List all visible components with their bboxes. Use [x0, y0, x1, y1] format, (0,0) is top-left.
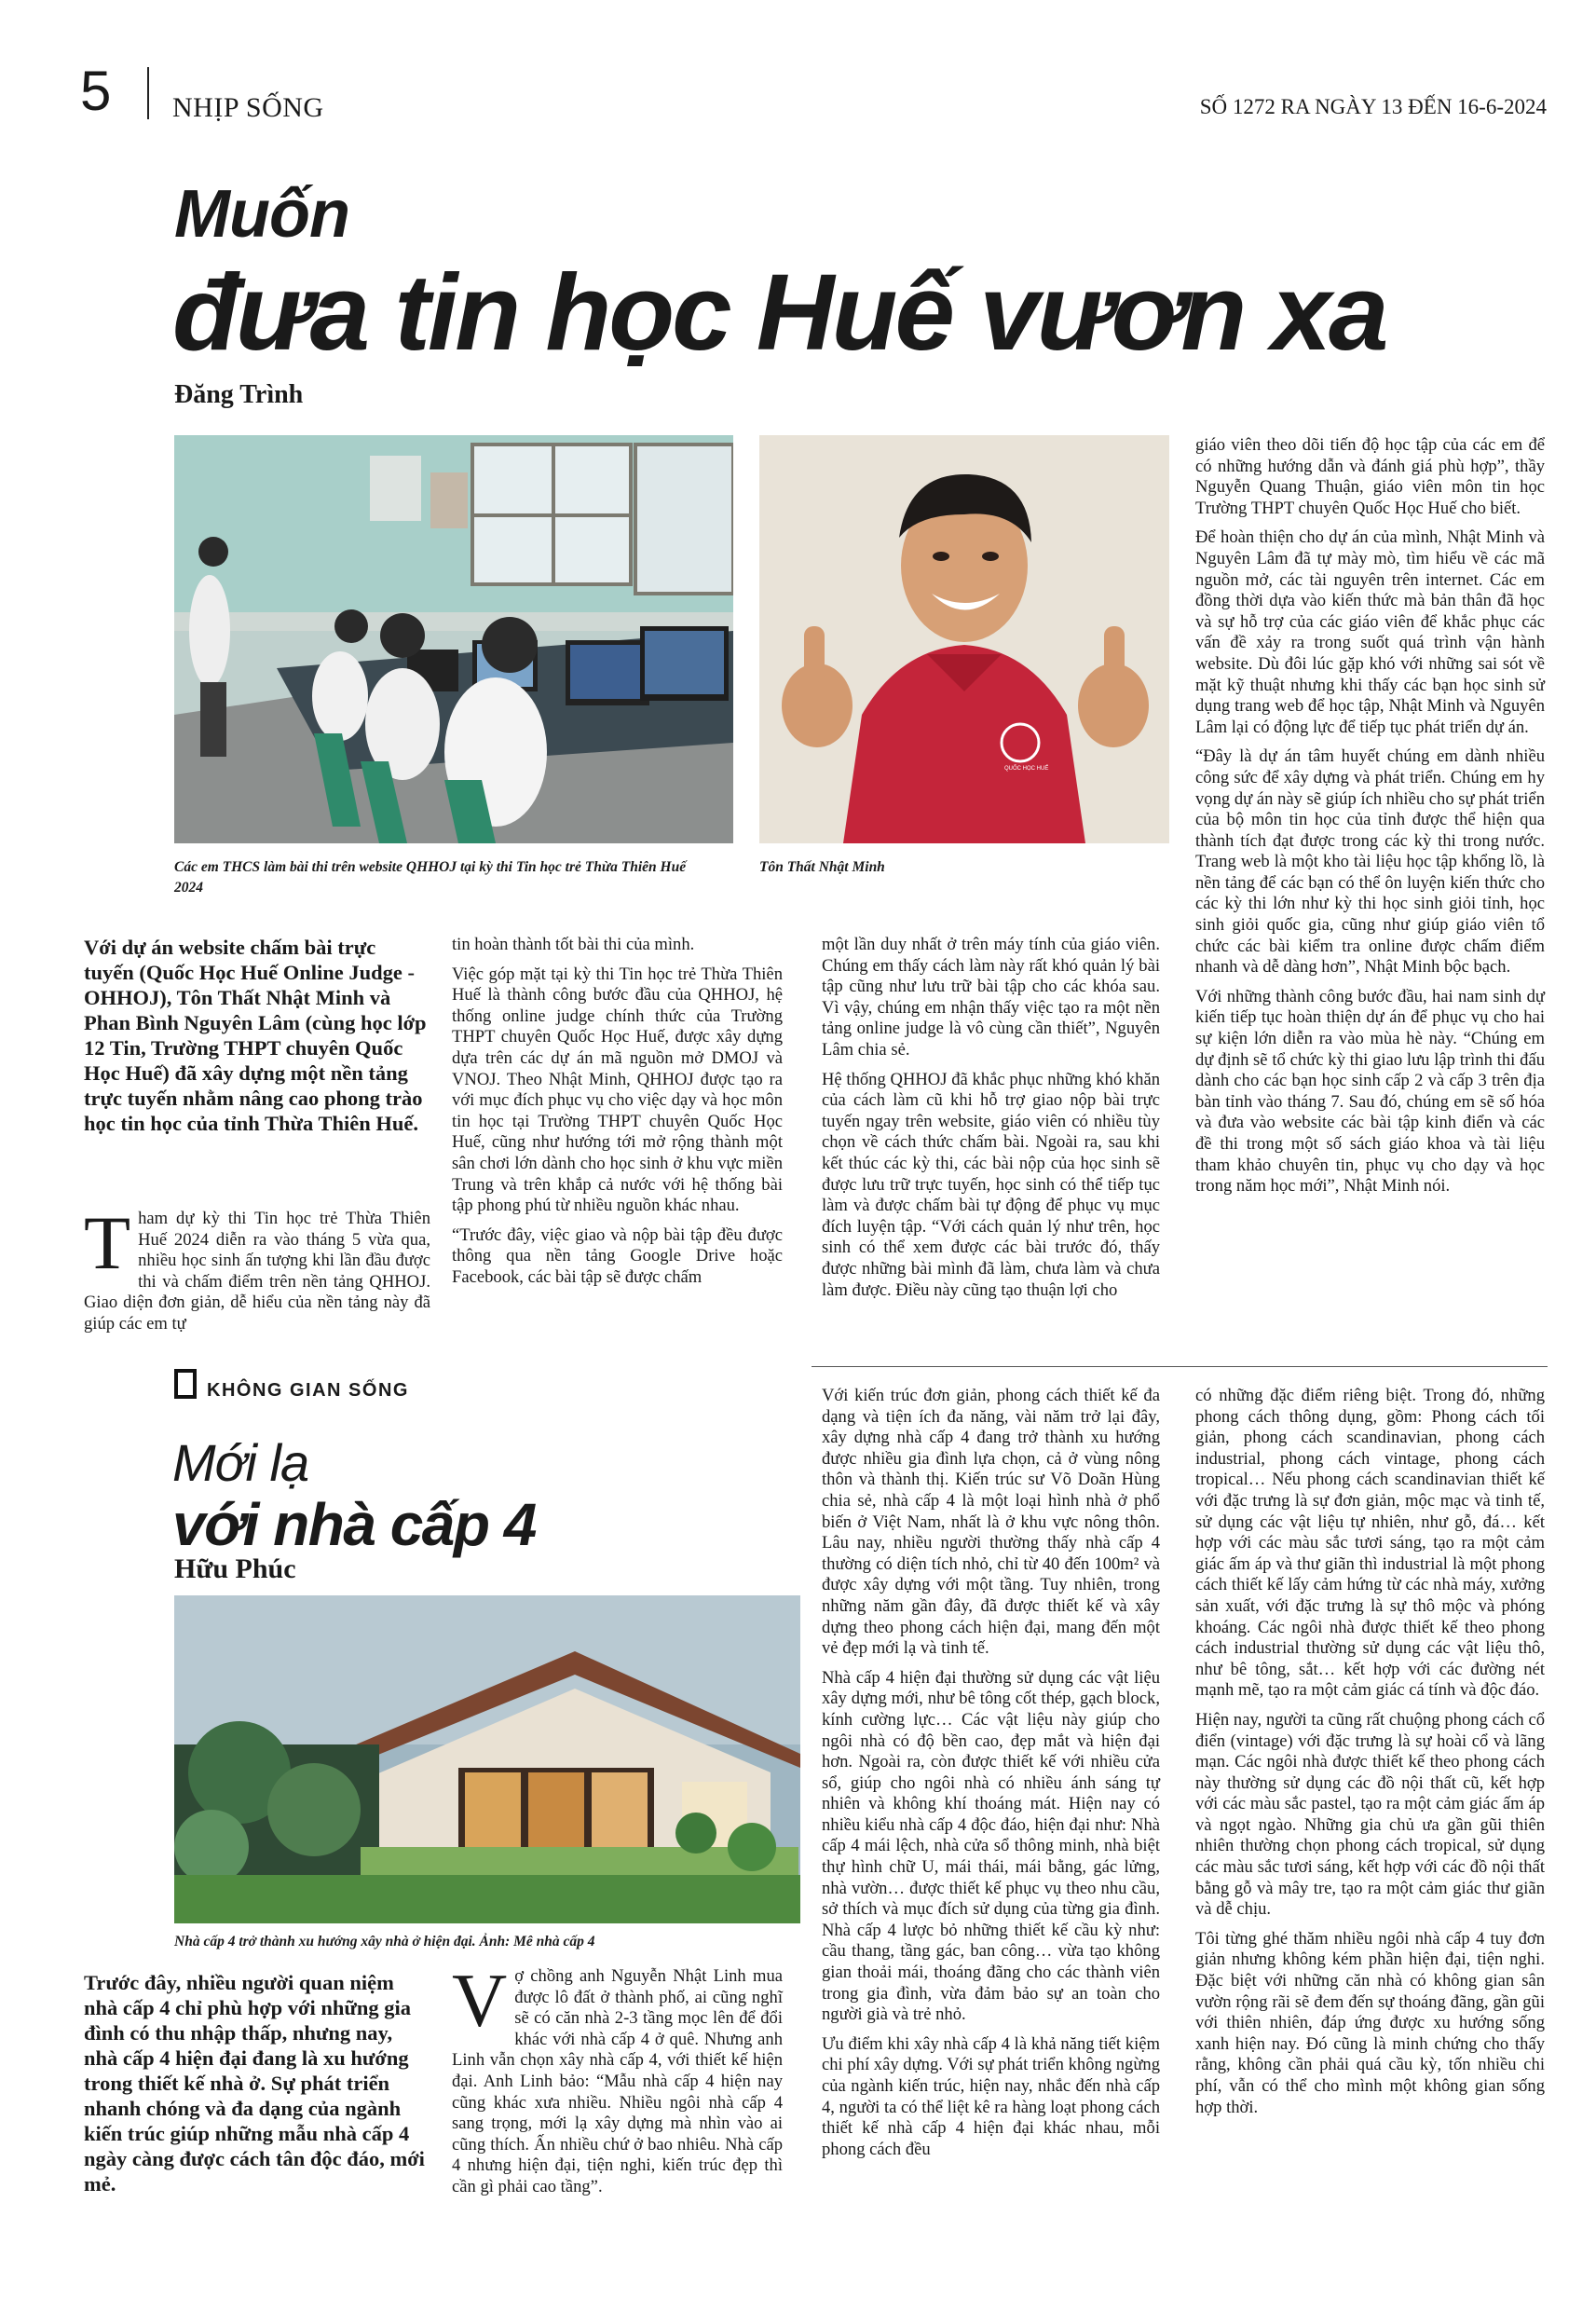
- paragraph: Hiện nay, người ta cũng rất chuộng phong cách cổ điển (vintage) với đặc trưng là sự hoài cổ và lãng mạn. Các ngôi nhà được thiết kế theo phong cách này thường sử dụng các đồ nội thất cũ, kết hợp với các màu sắc pastel, tạo ra một cảm giác ấm áp và ngọt ngào. Những gia chủ ưa gần gũi thiên nhiên thường chọn phong cách tropical, sử dụng các màu sắc tươi sáng, kết hợp với các đồ nội thất bằng gỗ và mây tre, tạo ra một cảm giác thư giãn và dễ chịu.: [1195, 1709, 1545, 1920]
- paragraph: Hệ thống QHHOJ đã khắc phục những khó khăn của cách làm cũ khi hỗ trợ giao nộp bài trực tuyến ngay trên website, giáo viên có nhiều tùy chọn về cách thức chấm bài. Ngoài ra, sau khi kết thúc các kỳ thi, các bài nộp của học sinh sẽ được lưu trữ trực tuyến, học sinh có thể tiếp tục làm và được chấm bài tự động để phục vụ mục đích luyện tập. “Với cách quản lý như trên, học sinh có thể xem được các bài trước đó, thấy được những bài mình đã làm, chưa làm và chưa làm được. Điều này cũng tạo thuận lợi cho: [822, 1069, 1160, 1300]
- house-photo-caption: Nhà cấp 4 trở thành xu hướng xây nhà ở hiện đại. Ảnh: Mê nhà cấp 4: [174, 1934, 595, 1949]
- portrait-photo-caption: Tôn Thất Nhật Minh: [759, 859, 885, 875]
- section-label-box: [174, 1369, 197, 1399]
- page-number: 5: [80, 60, 112, 122]
- paragraph: có những đặc điểm riêng biệt. Trong đó, những phong cách thông dụng, gồm: Phong cách tối giản, phong cách scandinavian, phong cách industrial, phong cách vintage, phong cách tropical… Nếu phong cách scandinavian thiết kế với đặc trưng là sự đơn giản, mộc mạc và tinh tế, sử dụng các vật liệu tự nhiên, như gỗ, đá… kết hợp với các màu sắc tươi sáng, tạo ra một cảm giác ấm áp và thư giãn thì industrial là một phong cách thiết kế lấy cảm hứng từ các nhà máy, xưởng sản xuất, với đặc trưng là sự thô mộc và phóng khoáng. Các ngôi nhà được thiết kế theo phong cách industrial thường sử dụng các vật liệu thô, như bê tông, sắt… kết hợp với các đường nét mạnh mẽ, tạo ra một cảm giác cá tính và độc đáo.: [1195, 1386, 1545, 1701]
- article2-col4: [1195, 1386, 1545, 2127]
- paragraph: Nhà cấp 4 hiện đại thường sử dụng các vật liệu xây dựng mới, như bê tông cốt thép, gạch block, kính cường lực… Các vật liệu này giúp cho ngôi nhà có độ bền cao, đẹp mắt và hiện đại hơn. Ngoài ra, còn được thiết kế với nhiều cửa sổ, giúp cho ngôi nhà có nhiều ánh sáng tự nhiên và không khí thoáng mát. Hiện nay có nhiều kiểu nhà cấp 4 độc đáo, hiện đại như: Nhà cấp 4 mái lệch, nhà cửa sổ thông minh, nhà biệt thự hình chữ U, mái thái, mái bằng, gác lửng, nhà vườn… được thiết kế phục vụ theo nhu cầu, sở thích và mục đích sử dụng của từng gia đình. Nhà cấp 4 lược bỏ những thiết kế cầu kỳ như: cầu thang, tầng gác, ban công… vừa tạo không gian thoải mái, thoáng đãng cho các thành viên trong gia đình, vừa đảm bảo sự an toàn cho người già và trẻ nhỏ.: [822, 1667, 1160, 2025]
- portrait-photo: [759, 435, 1169, 843]
- article1-col3: [822, 935, 1160, 1309]
- article1-kicker: Muốn: [174, 177, 349, 252]
- shirt-logo: QUỐC HỌC HUẾ: [1004, 766, 1049, 772]
- article-divider: [812, 1366, 1548, 1367]
- paragraph: Việc góp mặt tại kỳ thi Tin học trẻ Thừa Thiên Huế là thành công bước đầu của QHHOJ, hệ thống online judge chính thức của Trường THPT chuyên Quốc Học Huế, được xây dựng dựa trên các dự án mã nguồn mở DMOJ và VNOJ. Theo Nhật Minh, QHHOJ được tạo ra với mục đích phục vụ cho việc dạy và học môn tin học tại Trường THPT chuyên Quốc Học Huế, cũng như hướng tới mở rộng thành một sân chơi lớn dành cho học sinh ở khu vực miền Trung và trên khắp cả nước với hệ thống bài tập phong phú từ nhiều nguồn khác nhau.: [452, 964, 783, 1216]
- section-label: KHÔNG GIAN SỐNG: [207, 1380, 409, 1401]
- paragraph: Với những thành công bước đầu, hai nam sinh dự kiến tiếp tục hoàn thiện dự án để phục vụ cho hai sự kiện lớn diễn ra vào mùa hè này. “Chúng em dự định sẽ tổ chức kỳ thi giao lưu lập trình thi đấu dành cho các bạn học sinh cấp 2 và cấp 3 trên địa bàn tỉnh vào tháng 7. Sau đó, chúng em sẽ số hóa và đưa vào website các bài tập kinh điển và các đề thi trong một số sách giáo khoa và tài liệu tham khảo chuyên tin, phục vụ cho dạy và học trong năm học mới”, Nhật Minh nói.: [1195, 986, 1545, 1197]
- header-divider: [147, 67, 149, 119]
- student-portrait-illustration: [759, 435, 1169, 843]
- paragraph: giáo viên theo dõi tiến độ học tập của các em để có những hướng dẫn và đánh giá phù hợp”, thầy Nguyễn Quang Thuận, giáo viên môn tin học Trường THPT chuyên Quốc Học Huế cho biết.: [1195, 435, 1545, 518]
- article1-col1-text: ham dự kỳ thi Tin học trẻ Thừa Thiên Huế 2024 diễn ra vào tháng 5 vừa qua, nhiều học sinh ấn tượng khi lần đầu được thi và chấm điểm trên nền tảng QHHOJ. Giao diện đơn giản, dễ hiểu của nền tảng này đã giúp các em tự: [84, 1209, 430, 1334]
- article1-title: đưa tin học Huế vươn xa: [172, 252, 1386, 373]
- article1-author: Đăng Trình: [174, 380, 304, 409]
- house-illustration: [174, 1595, 800, 1923]
- article1-col2: [452, 935, 783, 1297]
- paragraph: Ưu điểm khi xây nhà cấp 4 là khả năng tiết kiệm chi phí xây dựng. Với sự phát triển không ngừng của ngành kiến trúc, hiện nay, nhắc đến nhà cấp 4, người ta có thể liệt kê ra hàng loạt phong cách thiết kế nhà cấp 4 hiện đại khác nhau, mỗi phong cách đều: [822, 2033, 1161, 2159]
- article2-lead: Trước đây, nhiều người quan niệm nhà cấp 4 chỉ phù hợp với những gia đình có thu nhập thấp, nhưng nay, nhà cấp 4 hiện đại đang là xu hướng trong thiết kế nhà ở. Sự phát triển nhanh chóng và đa dạng của ngành kiến trúc giúp những mẫu nhà cấp 4 ngày càng được cách tân độc đáo, mới mẻ.: [84, 1971, 425, 2196]
- article2-kicker: Mới lạ: [172, 1433, 309, 1492]
- paragraph: Tôi từng ghé thăm nhiều ngôi nhà cấp 4 tuy đơn giản nhưng không kém phần hiện đại, tiện nghi. Đặc biệt với những căn nhà có không gian sân vườn rộng rãi sẽ đem đến sự thoáng đãng, gần gũi với thiên nhiên, đáp ứng được xu hướng sống xanh hiện nay. Đó cũng là minh chứng cho thấy rằng, không cần phải quá cầu kỳ, tốn nhiều chi phí, vẫn có thể cho mình một không gian sống hợp thời.: [1195, 1928, 1545, 2117]
- paragraph: Để hoàn thiện cho dự án của mình, Nhật Minh và Nguyên Lâm đã tự mày mò, tìm hiểu về các mã nguồn mở, các tài nguyên trên internet. Các em đồng thời dựa vào kiến thức mà bản thân đã học và sự hỗ trợ của các giáo viên để khắc phục các vấn đề xảy ra trong suốt quá trình vận hành website. Dù đôi lúc gặp khó với những sai sót về mặt kỹ thuật nhưng khi thấy các bạn học sinh sử dụng trang web để học tập, Nhật Minh và Nguyên Lâm lại có động lực để tiếp tục phát triển dự án.: [1195, 527, 1545, 737]
- dropcap: T: [84, 1200, 131, 1285]
- classroom-photo: [174, 435, 733, 843]
- paragraph: “Trước đây, việc giao và nộp bài tập đều được thông qua nền tảng Google Drive hoặc Facebook, các bài tập sẽ được chấm: [452, 1224, 783, 1287]
- article2-author: Hữu Phúc: [174, 1553, 296, 1584]
- article1-lead: Với dự án website chấm bài trực tuyến (Quốc Học Huế Online Judge - OHHOJ), Tôn Thất Nhật Minh và Phan Bình Nguyên Lâm (cùng học lớp 12 Tin, Trường THPT chuyên Quốc Học Huế) đã xây dựng một nền tảng trực tuyến nhằm nâng cao phong trào học tin học của tỉnh Thừa Thiên Huế.: [84, 936, 427, 1135]
- article1-col1-body: [84, 1200, 430, 1335]
- house-photo: [174, 1595, 800, 1923]
- section-name: NHỊP SỐNG: [172, 92, 324, 123]
- article2-col3: [822, 1386, 1160, 2168]
- paragraph: một lần duy nhất ở trên máy tính của giáo viên. Chúng em thấy cách làm này rất khó quản lý bài tập cũng như lưu trữ bài tập cho các khóa sau. Vì vậy, chúng em nhận thấy việc tạo ra một nền tảng online judge là vô cùng cần thiết”, Nguyên Lâm chia sẻ.: [822, 935, 1160, 1060]
- article2-title: với nhà cấp 4: [172, 1491, 536, 1558]
- article2-col2-text: ợ chồng anh Nguyễn Nhật Linh mua được lô đất ở thành phố, ai cũng nghĩ sẽ có căn nhà 2-3 tầng mọc lên để đổi khác với nhà cấp 4 ở quê. Nhưng anh Linh vẫn chọn xây nhà cấp 4, với thiết kế hiện đại. Anh Linh bảo: “Mẫu nhà cấp 4 hiện nay cũng khác xưa nhiều. Nhiều ngôi nhà cấp 4 sang trọng, mới lạ xây dựng mà nhìn vào ai cũng thích. Ấn nhiều chứ ở bao nhiêu. Nhà cấp 4 nhưng hiện đại, tiện nghi, kiến trúc đẹp thì cần gì phải cao tầng”.: [452, 1966, 783, 2196]
- classroom-photo-caption: Các em THCS làm bài thi trên website QHHOJ tại kỳ thi Tin học trẻ Thừa Thiên Huế 2024: [174, 859, 687, 896]
- article2-col2-body: [452, 1958, 783, 2198]
- paragraph: “Đây là dự án tâm huyết chúng em dành nhiều công sức để xây dựng và phát triển. Chúng em hy vọng dự án này sẽ giúp ích nhiều cho sự phát triển của bộ môn tin học của tỉnh được thể hiện qua thành tích đạt được trong các kỳ thi trong nước. Trang web là một kho tài liệu học tập khổng lồ, là nền tảng để các bạn có thể ôn luyện kiến thức cho các kỳ thi lớn như kỳ thi học sinh giỏi tỉnh, học sinh giỏi quốc gia, cũng như giúp giáo viên tổ chức các bài kiểm tra online được chấm điểm nhanh và dễ dàng hơn”, Nhật Minh bộc bạch.: [1195, 746, 1545, 978]
- issue-info: SỐ 1272 RA NGÀY 13 ĐẾN 16-6-2024: [1199, 95, 1547, 118]
- paragraph: Với kiến trúc đơn giản, phong cách thiết kế đa dạng và tiện ích đa năng, vài năm trở lại đây, xây dựng nhà cấp 4 đang trở thành xu hướng được nhiều gia đình lựa chọn, cả ở vùng nông thôn và thành thị. Kiến trúc sư Võ Doãn Hùng chia sẻ, nhà cấp 4 là một loại hình nhà ở phổ biến ở Việt Nam, nhất là ở khu vực nông thôn. Lâu nay, nhiều người thường thấy nhà cấp 4 thường có diện tích nhỏ, chỉ từ 40 đến 100m² và được xây dựng với một tầng. Tuy nhiên, trong những năm gần đây, đã được thiết kế và xây dựng theo phong cách hiện đại, mang đến một vẻ đẹp mới lạ và tinh tế.: [822, 1386, 1160, 1659]
- article1-col4: [1195, 435, 1545, 1206]
- paragraph: tin hoàn thành tốt bài thi của mình.: [452, 935, 695, 954]
- classroom-illustration: [174, 435, 733, 843]
- dropcap: V: [452, 1958, 508, 2043]
